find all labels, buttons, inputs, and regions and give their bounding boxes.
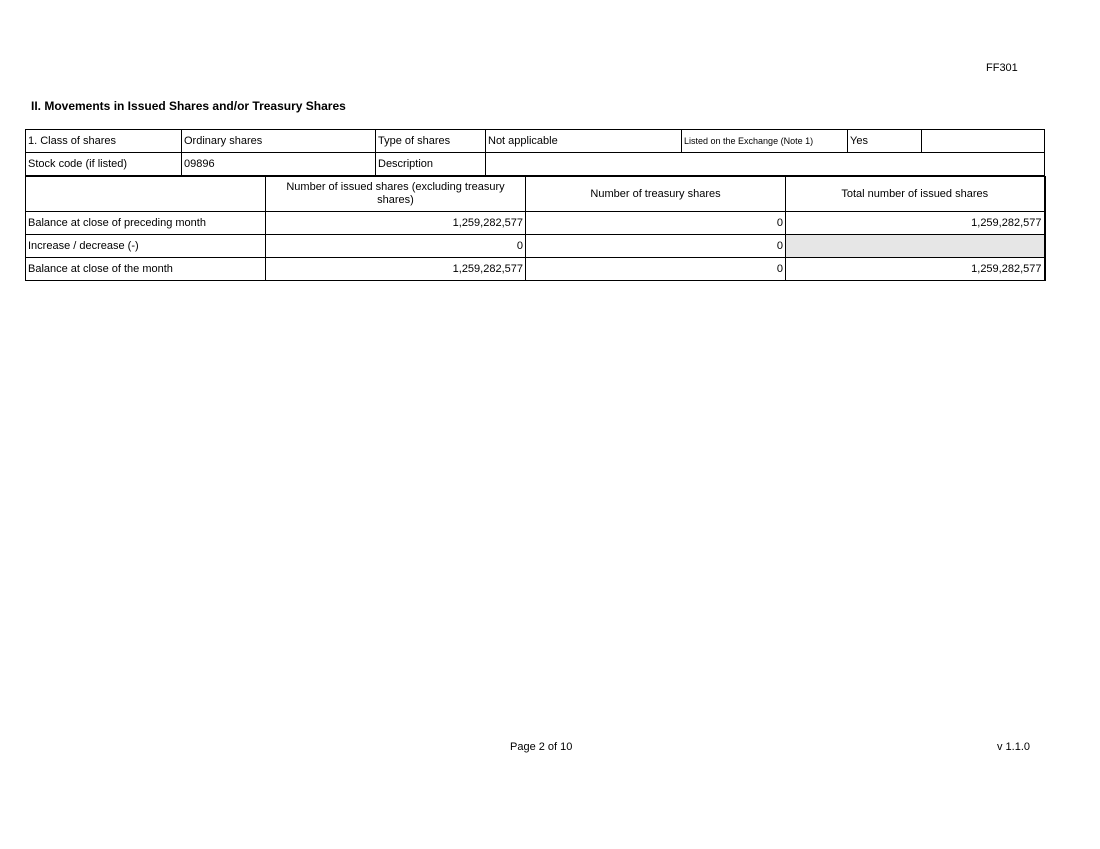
listed-on-exchange-value: Yes (848, 130, 922, 153)
listed-on-exchange-label: Listed on the Exchange (Note 1) (682, 130, 848, 153)
share-movements-table (25, 176, 1046, 281)
total-issued-shares-cell: 1,259,282,577 (786, 258, 1045, 281)
row-label: Balance at close of the month (26, 258, 266, 281)
row-label: Increase / decrease (-) (26, 235, 266, 258)
issued-shares-header: Number of issued shares (excluding treasury shares) (266, 177, 526, 212)
stock-code-value: 09896 (182, 153, 376, 176)
stock-code-label: Stock code (if listed) (26, 153, 182, 176)
issued-shares-cell: 0 (266, 235, 526, 258)
issued-shares-cell: 1,259,282,577 (266, 258, 526, 281)
total-issued-shares-cell (786, 235, 1045, 258)
description-label: Description (376, 153, 486, 176)
treasury-shares-cell: 0 (526, 258, 786, 281)
treasury-shares-cell: 0 (526, 212, 786, 235)
row-label: Balance at close of preceding month (26, 212, 266, 235)
type-of-shares-label: Type of shares (376, 130, 486, 153)
stock-code-row (26, 153, 1045, 176)
extra-cell (922, 130, 1045, 153)
form-code: FF301 (986, 62, 1018, 74)
section-title: II. Movements in Issued Shares and/or Treasury Shares (31, 99, 346, 113)
treasury-shares-header: Number of treasury shares (526, 177, 786, 212)
table-row (26, 235, 1045, 258)
total-issued-shares-cell: 1,259,282,577 (786, 212, 1045, 235)
page-number: Page 2 of 10 (510, 741, 573, 753)
share-class-table (25, 129, 1045, 176)
version-label: v 1.1.0 (997, 741, 1031, 753)
type-of-shares-value: Not applicable (486, 130, 682, 153)
total-issued-shares-header: Total number of issued shares (786, 177, 1045, 212)
issued-shares-cell: 1,259,282,577 (266, 212, 526, 235)
class-of-shares-label: 1. Class of shares (26, 130, 182, 153)
header-blank-cell (26, 177, 266, 212)
class-of-shares-value: Ordinary shares (182, 130, 376, 153)
treasury-shares-cell: 0 (526, 235, 786, 258)
table-row (26, 258, 1045, 281)
movements-frame (25, 129, 1044, 281)
table-row (26, 212, 1045, 235)
description-value (486, 153, 1045, 176)
class-of-shares-row (26, 130, 1045, 153)
movements-header-row (26, 177, 1045, 212)
